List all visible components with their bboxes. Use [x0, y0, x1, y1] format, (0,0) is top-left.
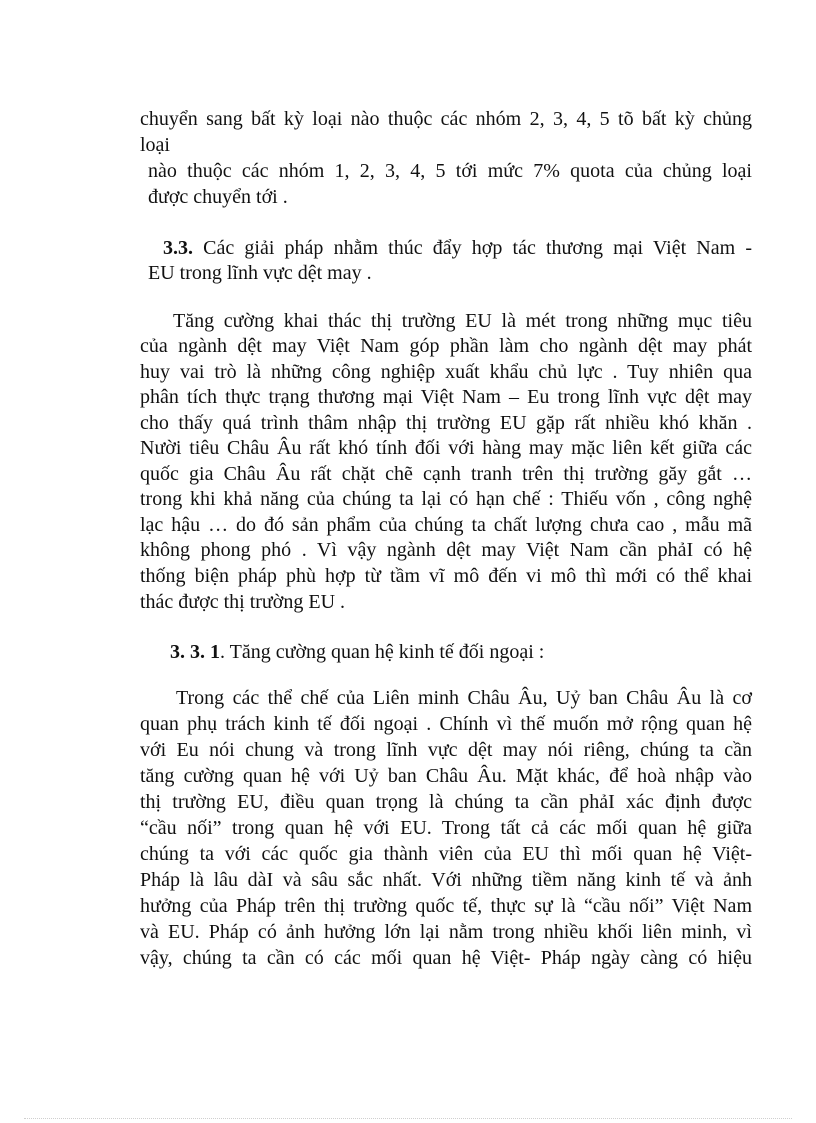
paragraph-2-line: “cầu nối” trong quan hệ với EU. Trong tất cả các mối quan hệ giữa	[140, 817, 752, 839]
section-3-3-number: 3.3.	[163, 237, 193, 259]
paragraph-1-line: quốc gia Châu Âu rất chặt chẽ cạnh tranh trên thị trường găy gắt …	[140, 463, 752, 485]
paragraph-2-line: thị trường EU, điều quan trọng là chúng ta cần phảI xác định được	[140, 791, 752, 813]
paragraph-2-line: Trong các thể chế của Liên minh Châu Âu, Uỷ ban Châu Âu là cơ	[176, 687, 752, 709]
section-3-3-title-line-2: EU trong lĩnh vực dệt may .	[148, 262, 372, 284]
paragraph-1-line: cho thấy quá trình thâm nhập thị trường EU gặp rất nhiều khó khăn .	[140, 412, 752, 434]
paragraph-2-line: quan phụ trách kinh tế đối ngoại . Chính vì thế muốn mở rộng quan hệ	[140, 713, 752, 735]
paragraph-2-line: và EU. Pháp có ảnh hưởng lớn lại nằm trong nhiều khối liên minh, vì	[140, 921, 752, 943]
section-3-3-1-title: . Tăng cường quan hệ kinh tế đối ngoại :	[220, 641, 545, 663]
paragraph-1-line: Tăng cường khai thác thị trường EU là mét trong những mục tiêu	[173, 310, 752, 332]
section-3-3-1-heading	[170, 640, 544, 664]
page-bottom-divider	[24, 1118, 792, 1119]
paragraph-2-line: Pháp là lâu dàI và sâu sắc nhất. Với những tiềm năng kinh tế và ảnh	[140, 869, 752, 891]
paragraph-1-line: thống biện pháp phù hợp từ tầm vĩ mô đến vi mô thì mới có thể khai	[140, 565, 752, 587]
paragraph-2-line: hưởng của Pháp trên thị trường quốc tế, thực sự là “cầu nối” Việt Nam	[140, 895, 752, 917]
paragraph-2-line: vậy, chúng ta cần có các mối quan hệ Việt- Pháp ngày càng có hiệu	[140, 947, 752, 969]
paragraph-1-line: trong khi khả năng của chúng ta lại có hạn chế : Thiếu vốn , công nghệ	[140, 488, 752, 510]
intro-line-2: loại	[140, 134, 170, 156]
paragraph-1-line: thác được thị trường EU .	[140, 591, 346, 613]
intro-line-3: nào thuộc các nhóm 1, 2, 3, 4, 5 tới mức 7% quota của chủng loại	[148, 160, 752, 182]
paragraph-2-line: với Eu nói chung và trong lĩnh vực dệt may nói riêng, chúng ta cần	[140, 739, 752, 761]
paragraph-1-line: của ngành dệt may Việt Nam góp phần làm cho ngành dệt may phát	[140, 335, 752, 357]
paragraph-1-line: lạc hậu … do đó sản phẩm của chúng ta chất lượng chưa cao , mẫu mã	[140, 514, 752, 536]
paragraph-1-line: huy vai trò là những công nghiệp xuất khẩu chủ lực . Tuy nhiên qua	[140, 361, 752, 383]
paragraph-1-line: không phong phó . Vì vậy ngành dệt may Việt Nam cần phảI có hệ	[140, 539, 752, 561]
paragraph-1-line: phân tích thực trạng thương mại Việt Nam – Eu trong lĩnh vực dệt may	[140, 386, 752, 408]
section-3-3-heading	[163, 236, 752, 260]
paragraph-2-line: chúng ta với các quốc gia thành viên của EU thì mối quan hệ Việt-	[140, 843, 752, 865]
paragraph-2-line: tăng cường quan hệ với Uỷ ban Châu Âu. Mặt khác, để hoà nhập vào	[140, 765, 752, 787]
section-3-3-title-line-1: Các giải pháp nhằm thúc đẩy hợp tác thương mại Việt Nam -	[203, 237, 752, 259]
paragraph-1-line: Nười tiêu Châu Âu rất khó tính đối với hàng may mặc liên kết giữa các	[140, 437, 752, 459]
intro-line-1: chuyển sang bất kỳ loại nào thuộc các nhóm 2, 3, 4, 5 tõ bất kỳ chủng	[140, 108, 752, 130]
intro-line-4: được chuyển tới .	[148, 186, 288, 208]
section-3-3-1-number: 3. 3. 1	[170, 641, 220, 663]
